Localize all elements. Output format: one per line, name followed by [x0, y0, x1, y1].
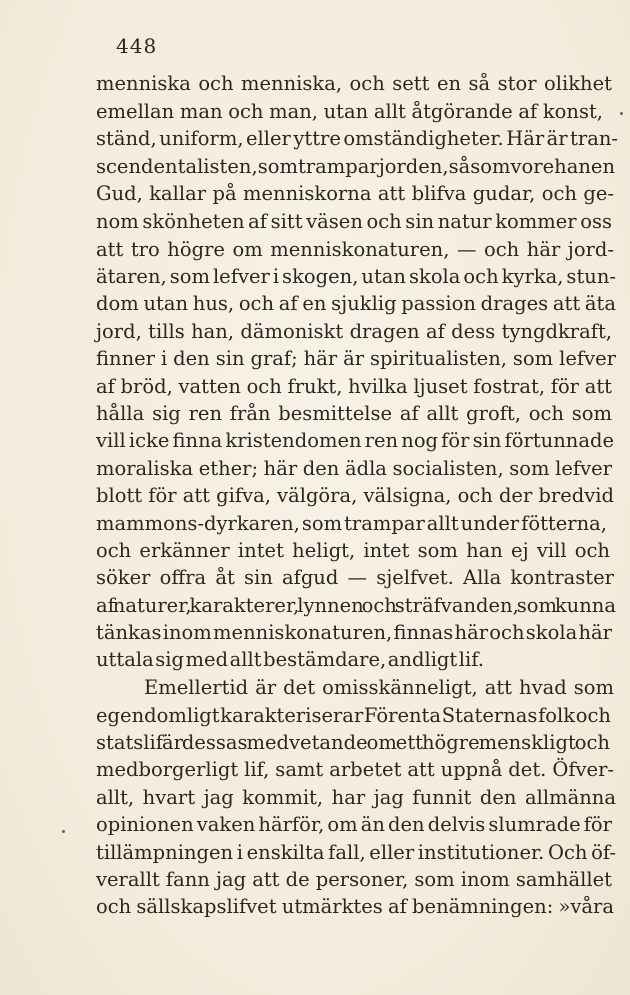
- text-line: opinionen vaken härför, om än den delvis slumrade för: [96, 813, 612, 836]
- text-line: scendentalisten, som trampar jorden, såsom vore han en: [96, 155, 615, 178]
- text-line: ätaren, som lefver i skogen, utan skola och kyrka, stun-: [96, 265, 616, 288]
- text-line: vill icke finna kristendomen ren nog för sin förtunnade: [96, 429, 614, 452]
- paper-speck: [620, 112, 623, 115]
- text-line: hålla sig ren från besmittelse af allt groft, och som: [96, 402, 612, 425]
- text-line: jord, tills han, dämoniskt dragen af dess tyngdkraft,: [96, 320, 612, 343]
- text-line: söker offra åt sin afgud — sjelfvet. Alla kontraster: [96, 566, 614, 589]
- text-line: statslif är dessas medvetande om ett högre menskligt och: [96, 731, 610, 754]
- text-line: uttala sig med allt bestämdare, andligt lif.: [96, 648, 484, 671]
- text-line: medborgerligt lif, samt arbetet att uppnå det. Öfver-: [96, 758, 614, 781]
- text-line: egendomligt karakteriserar Förenta Staternas folk och: [96, 704, 611, 727]
- text-line: menniska och menniska, och sett en så stor olikhet: [96, 72, 612, 95]
- text-line: Gud, kallar på menniskorna att blifva gudar, och ge-: [96, 182, 614, 205]
- text-line: allt, hvart jag kommit, har jag funnit den allmänna: [96, 786, 616, 809]
- text-line: nom skönheten af sitt väsen och sin natur kommer oss: [96, 210, 612, 233]
- text-line: och erkänner intet heligt, intet som han ej vill och: [96, 539, 610, 562]
- text-line: emellan man och man, utan allt åtgörande af konst,: [96, 100, 603, 123]
- text-line: af naturer, karakterer, lynnen och sträfvanden, som kunna: [96, 594, 616, 617]
- text-line: tillämpningen i enskilta fall, eller institutioner. Och öf-: [96, 841, 616, 864]
- text-line: moraliska ether; här den ädla socialisten, som lefver: [96, 457, 612, 480]
- text-line: och sällskapslifvet utmärktes af benämningen: »våra: [96, 895, 614, 918]
- text-line: verallt fann jag att de personer, som inom samhället: [96, 868, 612, 891]
- text-line: ständ, uniform, eller yttre omständigheter. Här är tran-: [96, 127, 618, 150]
- text-line: dom utan hus, och af en sjuklig passion drages att äta: [96, 292, 616, 315]
- page-number: 448: [116, 34, 158, 58]
- text-line: blott för att gifva, välgöra, välsigna, och der bredvid: [96, 484, 614, 507]
- text-line: af bröd, vatten och frukt, hvilka ljuset fostrat, för att: [96, 375, 612, 398]
- text-line: tänkas inom menniskonaturen, finnas här och skola här: [96, 621, 612, 644]
- text-line: att tro högre om menniskonaturen, — och här jord-: [96, 238, 614, 261]
- text-line: mammons-dyrkaren, som trampar allt under fötterna,: [96, 512, 607, 535]
- paper-speck: [62, 830, 65, 833]
- text-line: Emellertid är det omisskänneligt, att hvad som: [144, 676, 614, 699]
- text-line: finner i den sin graf; här är spiritualisten, som lefver: [96, 347, 616, 370]
